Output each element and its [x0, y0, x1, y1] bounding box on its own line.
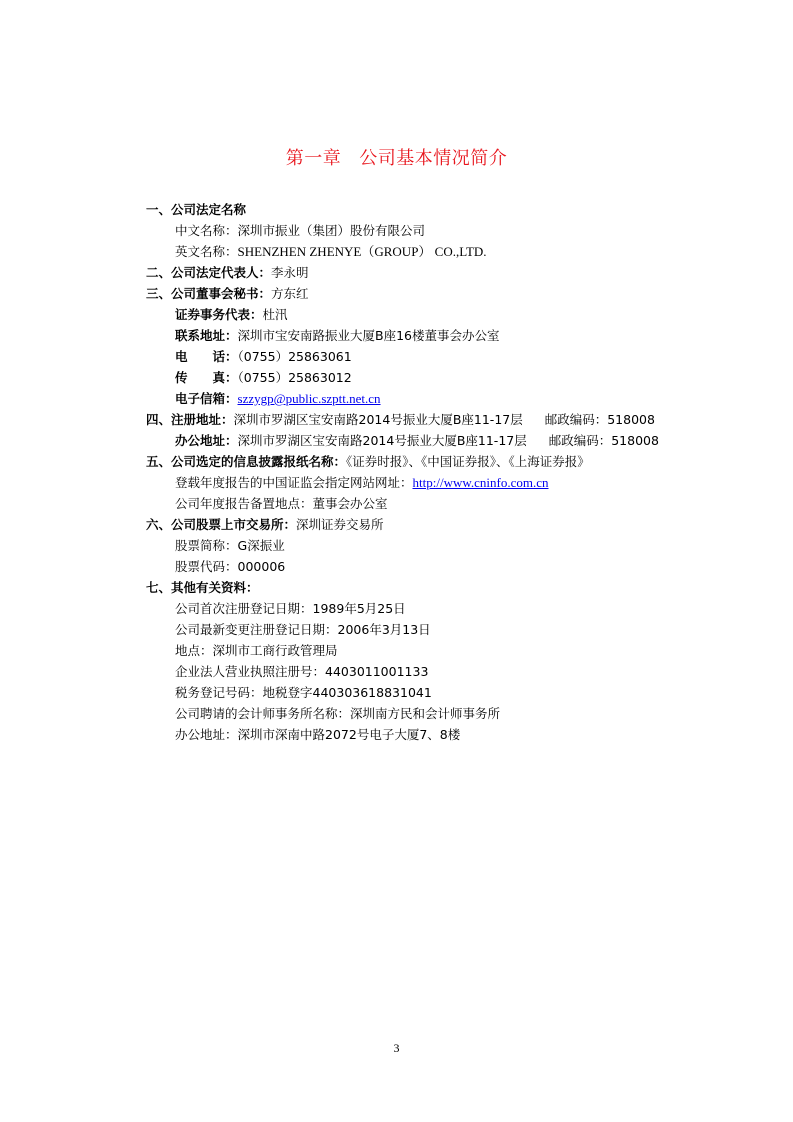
field-value: 深圳市宝安南路振业大厦B座16楼董事会办公室: [237, 328, 500, 343]
field-label: 办公地址：: [175, 433, 238, 448]
field-value: 2006年3月13日: [337, 622, 431, 637]
field-label: 公司最新变更注册登记日期：: [175, 622, 338, 637]
field-label: 中文名称：: [175, 223, 238, 238]
field-label: 公司首次注册登记日期：: [175, 601, 313, 616]
other-info-heading: [146, 577, 706, 598]
field-label: 股票代码：: [175, 559, 238, 574]
field-value: 深圳市振业（集团）股份有限公司: [237, 223, 426, 238]
securities-rep-row: [146, 304, 706, 325]
chapter-title: [0, 144, 793, 170]
field-label: 英文名称：: [175, 244, 238, 259]
field-label: 电子信箱：: [175, 391, 238, 406]
field-value: 地税登字440303618831041: [262, 685, 432, 700]
field-label: 税务登记号码：: [175, 685, 263, 700]
field-value: 深圳市工商行政管理局: [212, 643, 338, 658]
heading-text: 五、公司选定的信息披露报纸名称：: [146, 454, 347, 469]
field-label: 办公地址：: [175, 727, 238, 742]
field-value: 1989年5月25日: [312, 601, 406, 616]
heading-text: 三、公司董事会秘书：: [146, 286, 272, 301]
field-value: 深圳市罗湖区宝安南路2014号振业大厦B座11-17层: [233, 412, 523, 427]
email-row: [146, 388, 706, 409]
legal-representative-row: [146, 262, 706, 283]
chinese-name-row: [146, 220, 706, 241]
list-item: [146, 619, 706, 640]
field-label: 登载年度报告的中国证监会指定网站网址：: [175, 475, 413, 490]
field-value: 4403011001133: [325, 664, 429, 679]
field-value: 深圳市深南中路2072号电子大厦7、8楼: [237, 727, 461, 742]
registered-address-row: [146, 409, 706, 430]
field-label: 股票简称：: [175, 538, 238, 553]
board-secretary-row: [146, 283, 706, 304]
field-value: 董事会办公室: [312, 496, 388, 511]
field-label: 企业法人营业执照注册号：: [175, 664, 326, 679]
report-location-row: [146, 493, 706, 514]
company-profile: [146, 199, 706, 745]
heading-text: 六、公司股票上市交易所：: [146, 517, 297, 532]
contact-address-row: [146, 325, 706, 346]
field-value: 方东红: [271, 286, 309, 301]
field-value: SHENZHEN ZHENYE（GROUP） CO.,LTD.: [237, 244, 487, 259]
field-value: （0755）25863012: [237, 370, 352, 385]
heading-text: 二、公司法定代表人：: [146, 265, 272, 280]
stock-code-row: [146, 556, 706, 577]
field-value: G深振业: [237, 538, 285, 553]
page-number: 3: [393, 1041, 400, 1055]
field-value: 杜汛: [262, 307, 288, 322]
chapter-name: 公司基本情况简介: [359, 148, 508, 169]
heading-text: 七、其他有关资料：: [146, 580, 259, 595]
field-value: 深圳市罗湖区宝安南路2014号振业大厦B座11-17层: [237, 433, 527, 448]
field-value: 深圳南方民和会计师事务所: [350, 706, 501, 721]
stock-abbr-row: [146, 535, 706, 556]
field-label: 联系地址：: [175, 328, 238, 343]
postal-code: 邮政编码：518008: [548, 433, 659, 448]
section-legal-name-heading: [146, 199, 706, 220]
chapter-number: 第一章: [285, 148, 342, 169]
field-value: 李永明: [271, 265, 309, 280]
stock-exchange-row: [146, 514, 706, 535]
field-label: 证券事务代表：: [175, 307, 263, 322]
website-link[interactable]: http://www.cninfo.com.cn: [412, 475, 549, 490]
list-item: [146, 640, 706, 661]
list-item: [146, 682, 706, 703]
field-label: 公司年度报告备置地点：: [175, 496, 313, 511]
postal-code: 邮政编码：518008: [544, 412, 655, 427]
list-item: [146, 598, 706, 619]
list-item: [146, 724, 706, 745]
office-address-row: [146, 430, 706, 451]
field-value: 深圳证券交易所: [296, 517, 384, 532]
field-label: 公司聘请的会计师事务所名称：: [175, 706, 351, 721]
telephone-row: [146, 346, 706, 367]
disclosure-newspapers-row: [146, 451, 706, 472]
list-item: [146, 703, 706, 724]
field-label: 地点：: [175, 643, 213, 658]
field-value: （0755）25863061: [237, 349, 352, 364]
heading-text: 一、公司法定名称: [146, 202, 247, 217]
heading-text: 四、注册地址：: [146, 412, 234, 427]
field-value: 000006: [237, 559, 286, 574]
email-link[interactable]: szzygp@public.szptt.net.cn: [237, 391, 381, 406]
website-row: [146, 472, 706, 493]
list-item: [146, 661, 706, 682]
field-value: 《证券时报》、《中国证券报》、《上海证券报》: [346, 454, 590, 469]
field-label: 传 真：: [175, 370, 238, 385]
field-label: 电 话：: [175, 349, 238, 364]
fax-row: [146, 367, 706, 388]
english-name-row: [146, 241, 706, 262]
